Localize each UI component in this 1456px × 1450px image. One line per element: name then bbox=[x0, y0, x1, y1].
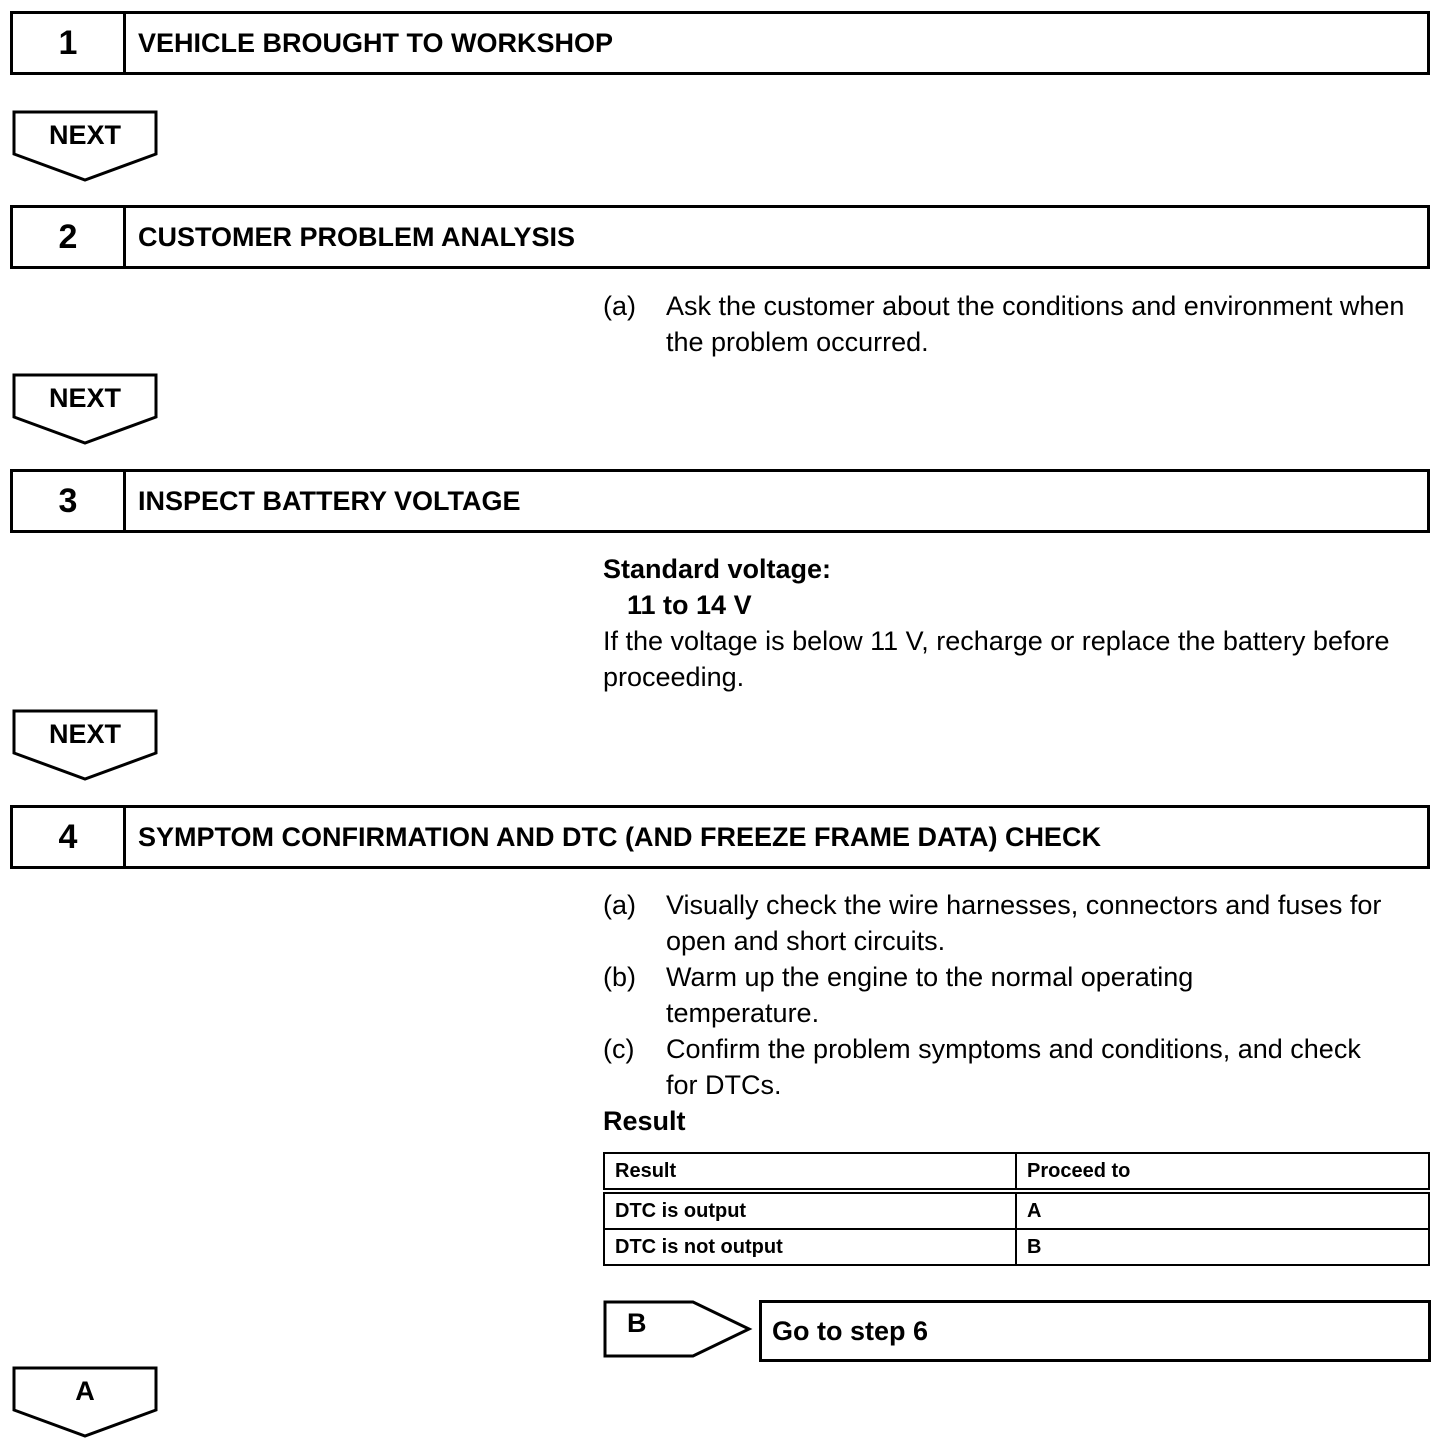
step-number: 4 bbox=[13, 808, 126, 866]
branch-a-arrow: A bbox=[12, 1366, 158, 1438]
next-arrow: NEXT bbox=[12, 709, 158, 781]
go-to-step-box: Go to step 6 bbox=[759, 1300, 1431, 1362]
result-heading: Result bbox=[603, 1106, 686, 1136]
right-arrow-icon bbox=[603, 1300, 753, 1358]
table-row: DTC is output A bbox=[604, 1191, 1429, 1229]
result-table bbox=[603, 1152, 1430, 1266]
step-title: SYMPTOM CONFIRMATION AND DTC (AND FREEZE FRAME DATA) CHECK bbox=[138, 821, 1101, 852]
next-arrow: NEXT bbox=[12, 110, 158, 182]
step-2-header bbox=[10, 205, 1430, 269]
step-title: VEHICLE BROUGHT TO WORKSHOP bbox=[138, 27, 614, 58]
list-item: (a) Ask the customer about the conditions and environment when the problem occurred. bbox=[603, 291, 1405, 357]
list-item: (c) Confirm the problem symptoms and conditions, and check for DTCs. bbox=[603, 1034, 1361, 1100]
spec-label: Standard voltage: bbox=[603, 554, 832, 584]
step-3-header bbox=[10, 469, 1430, 533]
table-header-row: Result Proceed to bbox=[604, 1153, 1429, 1191]
step-3-instructions bbox=[603, 551, 1423, 695]
branch-b-arrow: B bbox=[603, 1300, 753, 1358]
next-arrow: NEXT bbox=[12, 373, 158, 445]
table-row: DTC is not output B bbox=[604, 1229, 1429, 1265]
step-number: 3 bbox=[13, 472, 126, 530]
step-4-header bbox=[10, 805, 1430, 869]
list-item: (a) Visually check the wire harnesses, connectors and fuses for open and short circuits. bbox=[603, 890, 1382, 956]
spec-value: 11 to 14 V bbox=[627, 590, 752, 620]
step-title: CUSTOMER PROBLEM ANALYSIS bbox=[138, 221, 576, 252]
battery-note: If the voltage is below 11 V, recharge or replace the battery before proceeding. bbox=[603, 626, 1390, 692]
step-title: INSPECT BATTERY VOLTAGE bbox=[138, 485, 521, 516]
step-4-instructions bbox=[603, 887, 1426, 1139]
step-1-header bbox=[10, 11, 1430, 75]
step-number: 2 bbox=[13, 208, 126, 266]
list-item: (b) Warm up the engine to the normal operating temperature. bbox=[603, 962, 1194, 1028]
step-number: 1 bbox=[13, 14, 126, 72]
step-2-instructions bbox=[603, 288, 1426, 360]
